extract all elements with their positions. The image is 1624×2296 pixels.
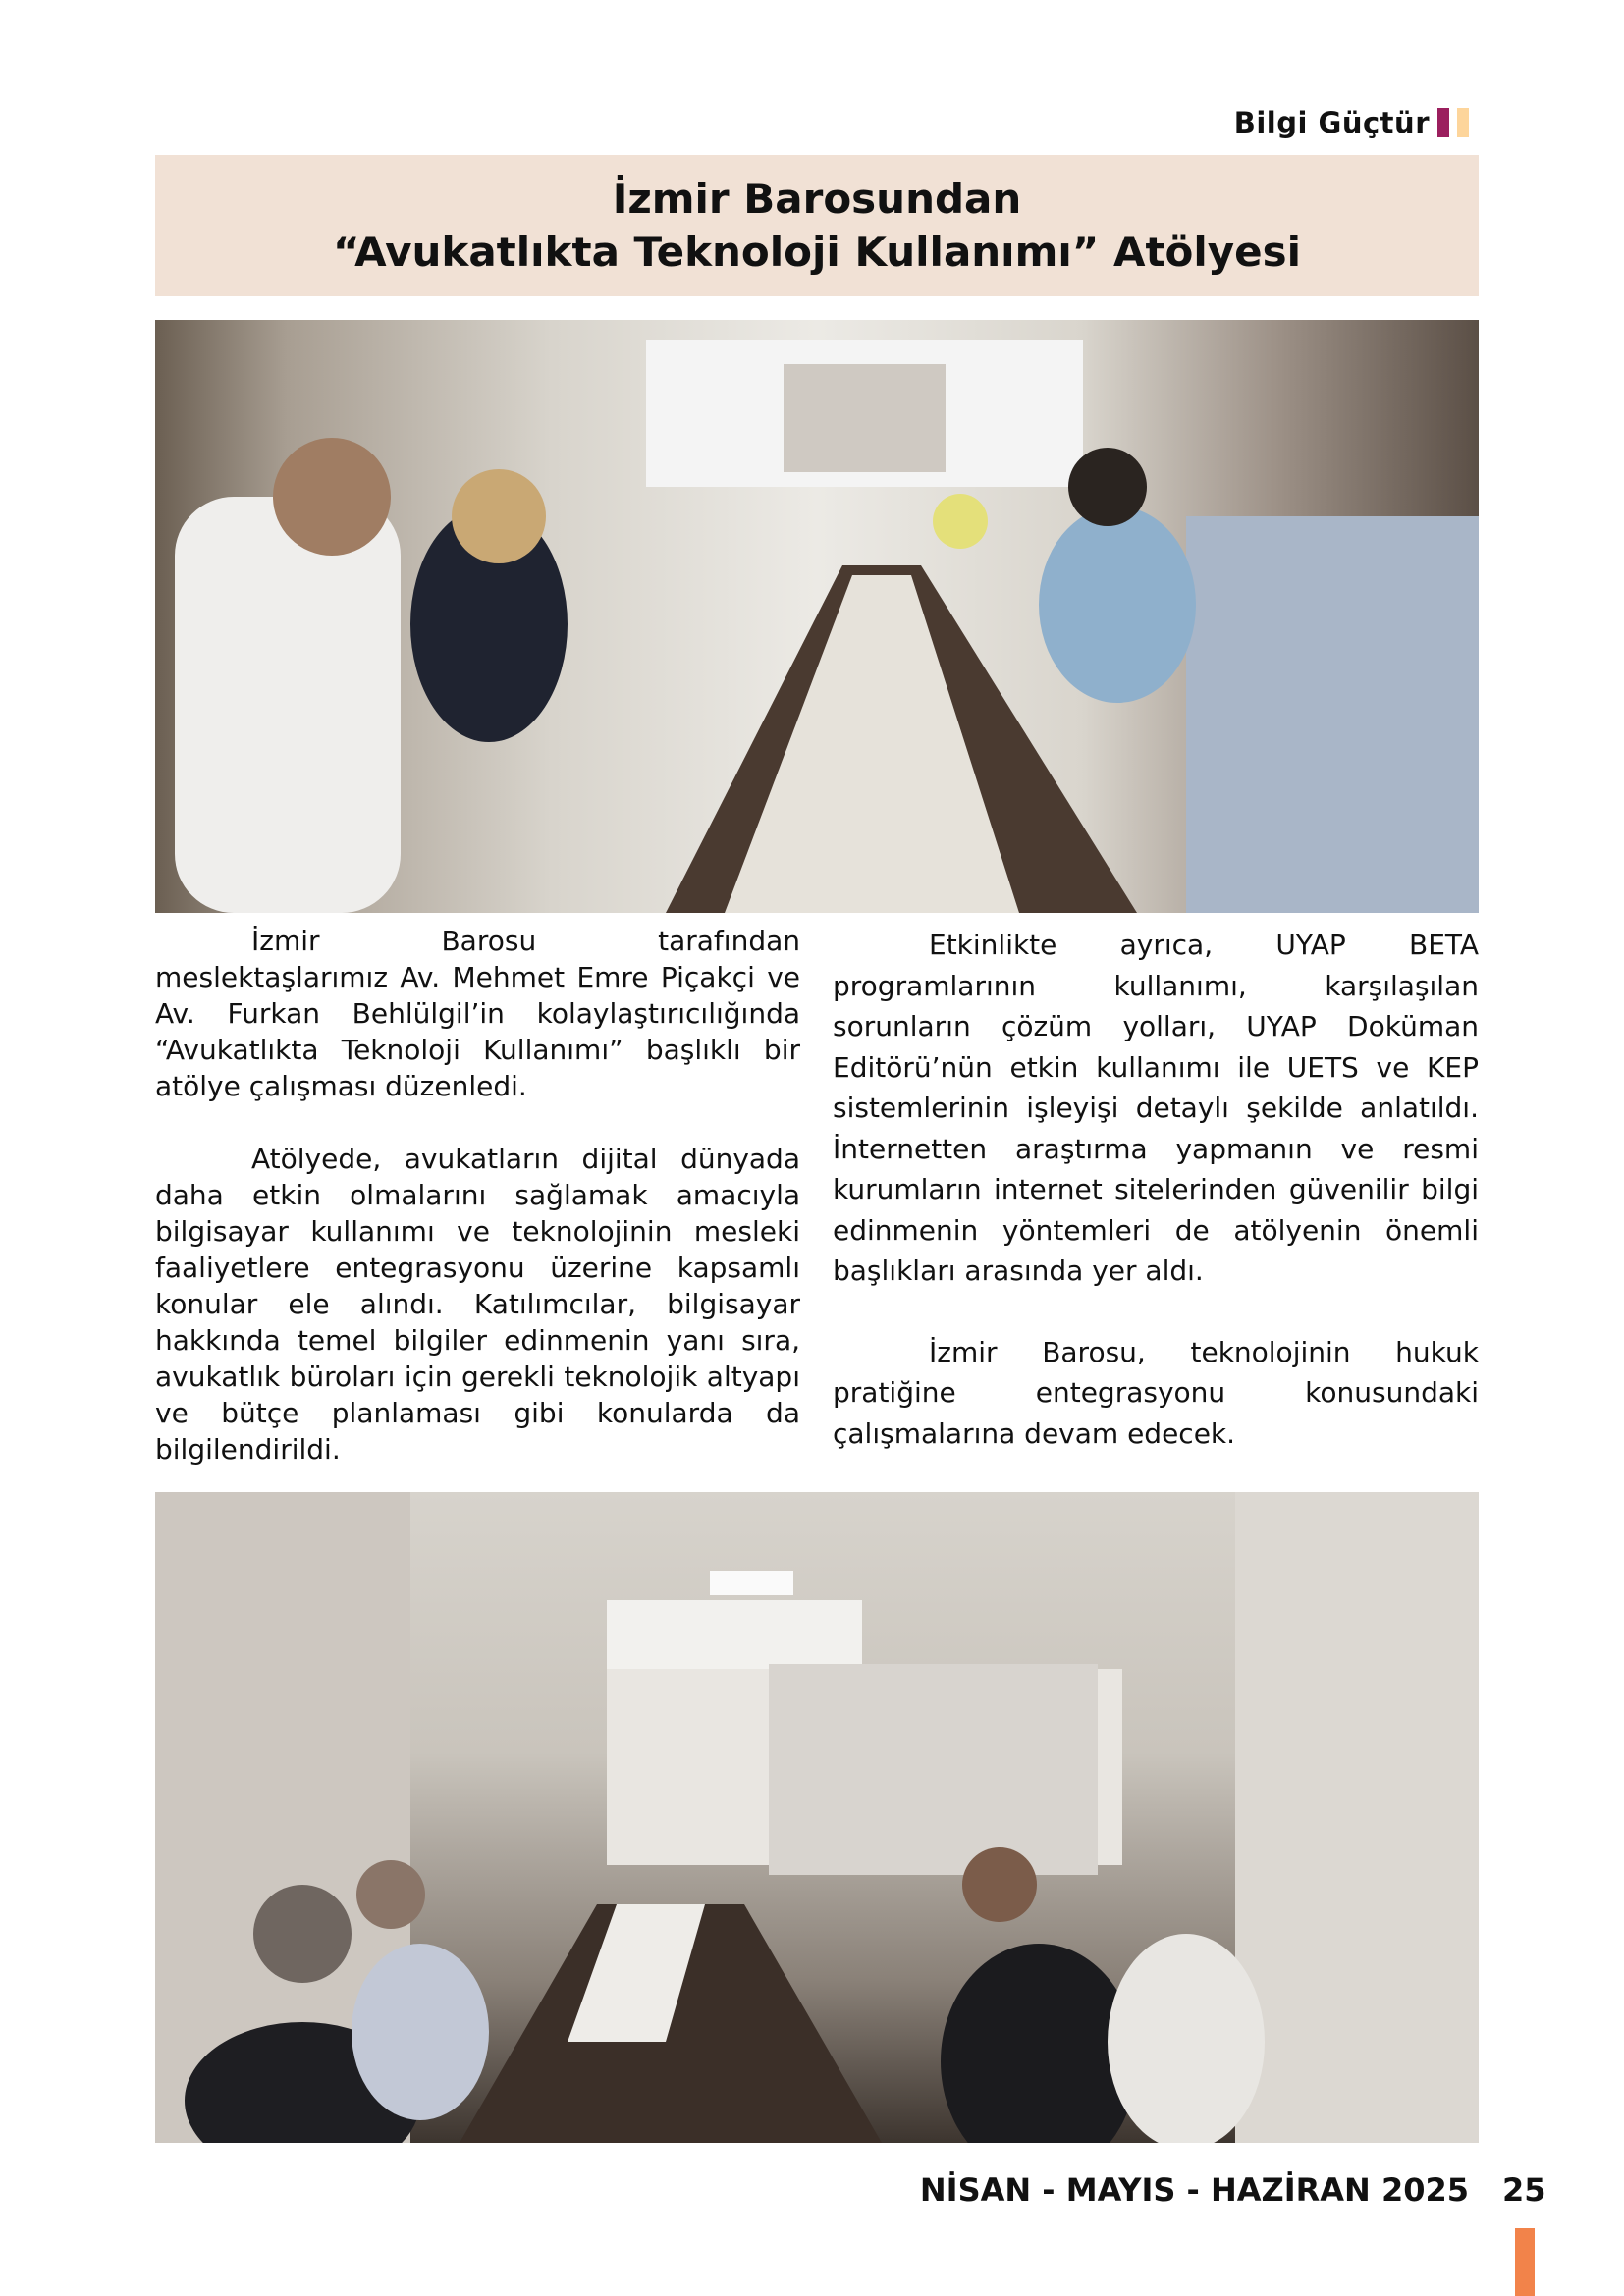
article-title (155, 155, 1479, 296)
issue-label: NİSAN - MAYIS - HAZİRAN 2025 (919, 2171, 1469, 2209)
title-line-1: İzmir Barosundan (612, 175, 1022, 223)
photo-illustration-1 (155, 320, 1479, 913)
title-line-2: “Avukatlıkta Teknoloji Kullanımı” Atölyesi (332, 228, 1302, 276)
workshop-photo-1 (155, 320, 1479, 913)
page-number: 25 (1502, 2171, 1546, 2209)
paragraph: Atölyede, avukatların dijital dünyada daha etkin olmalarını sağlamak amacıyla bilgisayar kullanımı ve teknolojinin mesleki faaliyetlere entegrasyonu üzerine kapsamlı konular ele alındı. Katılımcılar, bilgisayar hakkında temel bilgiler edinmenin yanı sıra, avukatlık büroları için gerekli teknolojik altyapı ve bütçe planlaması gibi konularda da bilgilendirildi. (155, 1143, 800, 1466)
page-accent-bar (1515, 2228, 1535, 2296)
section-tag-label: Bilgi Güçtür (1233, 106, 1430, 139)
workshop-photo-2 (155, 1492, 1479, 2143)
paragraph: İzmir Barosu tarafından meslektaşlarımız Av. Mehmet Emre Piçakçi ve Av. Furkan Behlülgil’in kolaylaştırıcılığında “Avukatlıkta Teknoloji Kullanımı” başlıklı bir atölye çalışması düzenledi. (155, 925, 800, 1102)
tag-bar-purple (1437, 108, 1449, 137)
section-tag (1234, 106, 1469, 139)
right-column (833, 925, 1479, 1494)
paragraph: Etkinlikte ayrıca, UYAP BETA programlarının kullanımı, karşılaşılan sorunların çözüm yolları, UYAP Doküman Editörü’nün etkin kullanımı ile UETS ve KEP sistemlerinin işleyişi detaylı şekilde anlatıldı. İnternetten araştırma yapmanın ve resmi kurumların internet sitelerinden güvenilir bilgi edinmenin yöntemleri de atölyenin önemli başlıkları arasında yer aldı. (833, 929, 1479, 1287)
left-column (155, 923, 800, 1504)
photo-illustration-2 (155, 1492, 1479, 2143)
tag-bar-peach (1457, 108, 1469, 137)
paragraph: İzmir Barosu, teknolojinin hukuk pratiğine entegrasyonu konusundaki çalışmalarına devam edecek. (833, 1335, 1479, 1450)
